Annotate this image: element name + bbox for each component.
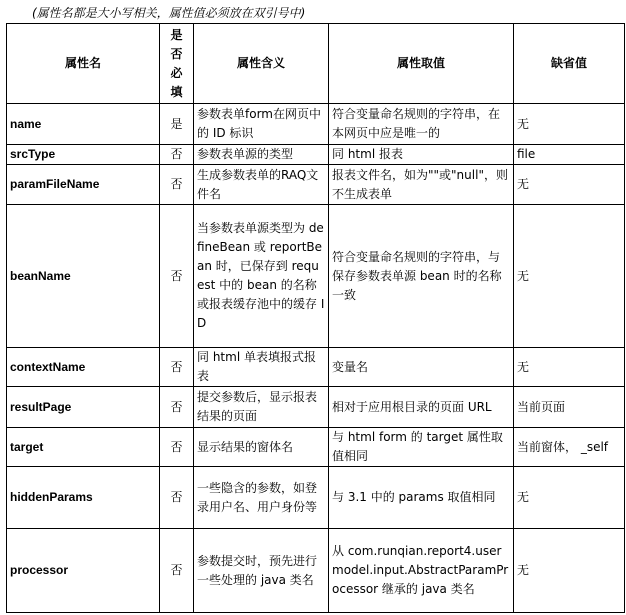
table-row <box>7 467 625 529</box>
header-row <box>7 24 625 104</box>
attr-name-cell: resultPage <box>7 387 160 428</box>
default-cell: file <box>514 145 625 165</box>
value-cell: 报表文件名，如为""或"null"，则不生成表单 <box>329 165 514 205</box>
value-cell: 变量名 <box>329 348 514 387</box>
required-cell: 否 <box>160 348 194 387</box>
meaning-cell: 同 html 单表填报式报表 <box>194 348 329 387</box>
header-default: 缺省值 <box>514 24 625 104</box>
attr-name-cell: processor <box>7 529 160 613</box>
value-cell: 与 3.1 中的 params 取值相同 <box>329 467 514 529</box>
header-name: 属性名 <box>7 24 160 104</box>
default-cell: 无 <box>514 529 625 613</box>
required-cell: 否 <box>160 529 194 613</box>
meaning-cell: 当参数表单源类型为 defineBean 或 reportBean 时，已保存到 request 中的 bean 的名称或报表缓存池中的缓存 ID <box>194 205 329 348</box>
meaning-cell: 提交参数后，显示报表结果的页面 <box>194 387 329 428</box>
table-row <box>7 104 625 145</box>
default-cell: 无 <box>514 165 625 205</box>
attr-name-cell: beanName <box>7 205 160 348</box>
table-row <box>7 387 625 428</box>
table-row <box>7 428 625 467</box>
default-cell: 无 <box>514 205 625 348</box>
header-value: 属性取值 <box>329 24 514 104</box>
attr-name-cell: srcType <box>7 145 160 165</box>
table-row <box>7 348 625 387</box>
default-cell: 当前页面 <box>514 387 625 428</box>
table-row <box>7 145 625 165</box>
required-cell: 否 <box>160 145 194 165</box>
header-meaning: 属性含义 <box>194 24 329 104</box>
default-cell: 无 <box>514 467 625 529</box>
default-cell: 无 <box>514 348 625 387</box>
value-cell: 与 html form 的 target 属性取值相同 <box>329 428 514 467</box>
table-note: (属性名都是大小写相关，属性值必须放在双引号中) <box>32 6 306 20</box>
header-required: 是否必填 <box>160 24 194 104</box>
default-cell: 当前窗体， _self <box>514 428 625 467</box>
required-cell: 是 <box>160 104 194 145</box>
attr-name-cell: name <box>7 104 160 145</box>
table-row <box>7 205 625 348</box>
value-cell: 符合变量命名规则的字符串，在本网页中应是唯一的 <box>329 104 514 145</box>
meaning-cell: 参数表单源的类型 <box>194 145 329 165</box>
meaning-cell: 显示结果的窗体名 <box>194 428 329 467</box>
value-cell: 符合变量命名规则的字符串，与保存参数表单源 bean 时的名称一致 <box>329 205 514 348</box>
attribute-table <box>6 23 625 613</box>
required-cell: 否 <box>160 205 194 348</box>
value-cell: 同 html 报表 <box>329 145 514 165</box>
required-cell: 否 <box>160 428 194 467</box>
meaning-cell: 生成参数表单的RAQ文件名 <box>194 165 329 205</box>
required-cell: 否 <box>160 387 194 428</box>
attr-name-cell: target <box>7 428 160 467</box>
meaning-cell: 参数表单form在网页中的 ID 标识 <box>194 104 329 145</box>
required-cell: 否 <box>160 165 194 205</box>
meaning-cell: 一些隐含的参数，如登录用户名、用户身份等 <box>194 467 329 529</box>
table-row <box>7 529 625 613</box>
attr-name-cell: hiddenParams <box>7 467 160 529</box>
attr-name-cell: contextName <box>7 348 160 387</box>
required-cell: 否 <box>160 467 194 529</box>
value-cell: 相对于应用根目录的页面 URL <box>329 387 514 428</box>
meaning-cell: 参数提交时，预先进行一些处理的 java 类名 <box>194 529 329 613</box>
attr-name-cell: paramFileName <box>7 165 160 205</box>
default-cell: 无 <box>514 104 625 145</box>
value-cell: 从 com.runqian.report4.usermodel.input.AbstractParamProcessor 继承的 java 类名 <box>329 529 514 613</box>
table-row <box>7 165 625 205</box>
